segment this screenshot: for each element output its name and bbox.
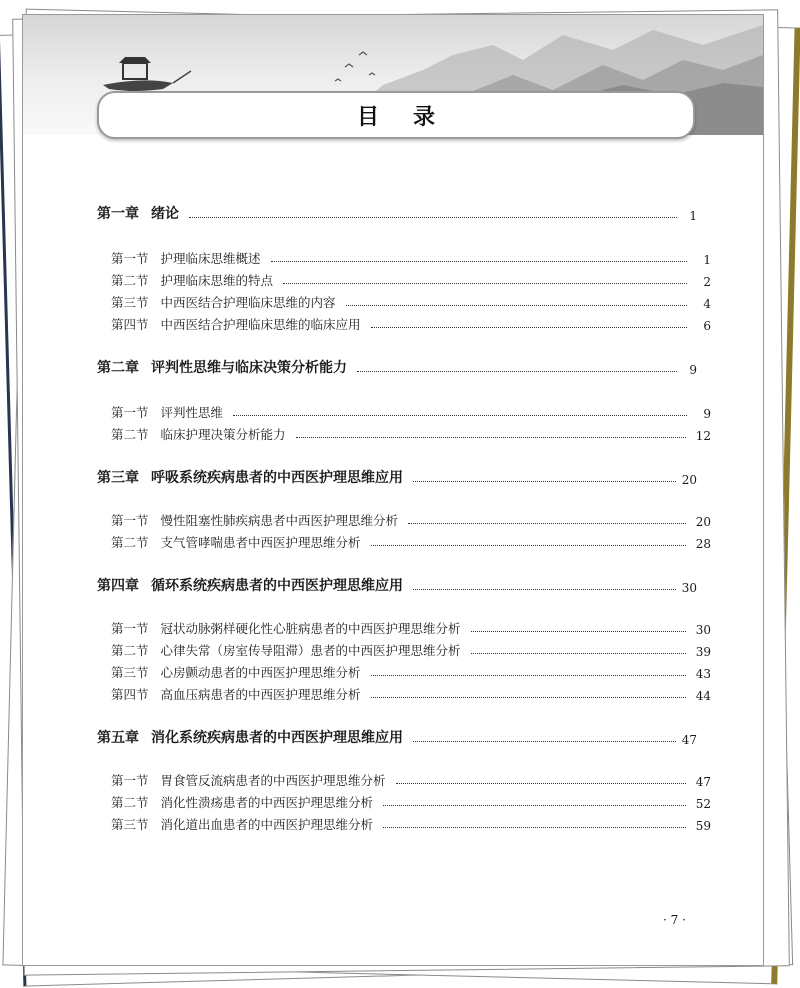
section-title: 护理临床思维的特点 (160, 273, 274, 288)
toc-section-row (97, 639, 711, 659)
section-title: 高血压病患者的中西医护理思维分析 (160, 687, 361, 702)
section-label: 第一节 (111, 773, 149, 788)
toc-chapter-row (97, 727, 697, 747)
leader-dots (271, 261, 687, 262)
section-label: 第二节 (111, 795, 149, 810)
section-title: 消化道出血患者的中西医护理思维分析 (160, 817, 374, 832)
leader-dots (396, 783, 686, 784)
section-title: 评判性思维 (160, 405, 224, 420)
toc-section-row (97, 791, 711, 811)
chapter-label: 第二章 (97, 360, 139, 376)
section-title: 慢性阻塞性肺疾病患者中西医护理思维分析 (160, 513, 399, 528)
toc-section-row (97, 683, 711, 703)
leader-dots (296, 437, 686, 438)
toc-page-number: 52 (695, 797, 711, 811)
chapter-label: 第四章 (97, 578, 139, 594)
section-label: 第二节 (111, 535, 149, 550)
toc-page (22, 14, 764, 966)
toc-page-number: 1 (703, 253, 711, 267)
toc-section-row (97, 291, 711, 311)
toc-section-row (97, 617, 711, 637)
leader-dots (346, 305, 687, 306)
toc-section-row (97, 269, 711, 289)
section-title: 心律失常（房室传导阻滞）患者的中西医护理思维分析 (160, 643, 461, 658)
section-label: 第一节 (111, 405, 149, 420)
toc-section-row (97, 313, 711, 333)
toc-chapter-row (97, 357, 697, 377)
toc-page-number: 20 (695, 515, 711, 529)
section-label: 第三节 (111, 817, 149, 832)
chapter-label: 第五章 (97, 730, 139, 746)
toc-section-row (97, 509, 711, 529)
toc-page-number: 2 (703, 275, 711, 289)
leader-dots (371, 545, 686, 546)
section-label: 第四节 (111, 317, 149, 332)
title-frame (97, 91, 695, 139)
toc-page-number: 28 (695, 537, 711, 551)
leader-dots (413, 589, 676, 590)
leader-dots (383, 805, 686, 806)
leader-dots (408, 523, 686, 524)
toc-page-number: 9 (689, 363, 697, 377)
chapter-label: 第三章 (97, 470, 139, 486)
section-label: 第二节 (111, 643, 149, 658)
leader-dots (233, 415, 687, 416)
section-title: 支气管哮喘患者中西医护理思维分析 (160, 535, 361, 550)
leader-dots (189, 217, 677, 218)
chapter-title: 呼吸系统疾病患者的中西医护理思维应用 (151, 470, 403, 486)
chapter-title: 绪论 (151, 206, 179, 222)
toc-page-number: 6 (703, 319, 711, 333)
toc-page-number: 9 (703, 407, 711, 421)
section-title: 消化性溃疡患者的中西医护理思维分析 (160, 795, 374, 810)
chapter-title: 循环系统疾病患者的中西医护理思维应用 (151, 578, 403, 594)
toc-page-number: 44 (695, 689, 711, 703)
toc-page-number: 47 (681, 733, 697, 747)
toc-page-number: 47 (695, 775, 711, 789)
page-number: · 7 · (663, 913, 686, 927)
leader-dots (413, 741, 676, 742)
toc-page-number: 12 (695, 429, 711, 443)
section-label: 第一节 (111, 513, 149, 528)
toc-page-number: 20 (681, 473, 697, 487)
section-title: 临床护理决策分析能力 (160, 427, 286, 442)
section-label: 第二节 (111, 273, 149, 288)
leader-dots (471, 653, 686, 654)
section-title: 护理临床思维概述 (160, 251, 261, 266)
toc-page-number: 59 (695, 819, 711, 833)
section-title: 冠状动脉粥样硬化性心脏病患者的中西医护理思维分析 (160, 621, 461, 636)
chapter-title: 评判性思维与临床决策分析能力 (151, 360, 347, 376)
toc-section-row (97, 423, 711, 443)
section-title: 心房颤动患者的中西医护理思维分析 (160, 665, 361, 680)
leader-dots (383, 827, 686, 828)
toc-page-number: 43 (695, 667, 711, 681)
section-label: 第二节 (111, 427, 149, 442)
leader-dots (357, 371, 677, 372)
leader-dots (413, 481, 676, 482)
toc-page-number: 1 (689, 209, 697, 223)
toc-chapter-row (97, 467, 697, 487)
toc-page-number: 30 (695, 623, 711, 637)
leader-dots (371, 327, 687, 328)
toc-section-row (97, 531, 711, 551)
toc-section-row (97, 247, 711, 267)
toc-page-number: 30 (681, 581, 697, 595)
toc-section-row (97, 401, 711, 421)
section-label: 第一节 (111, 251, 149, 266)
page-title: 目录 (356, 104, 469, 130)
toc-page-number: 4 (703, 297, 711, 311)
section-title: 中西医结合护理临床思维的内容 (160, 295, 336, 310)
leader-dots (471, 631, 686, 632)
toc-section-row (97, 769, 711, 789)
section-title: 胃食管反流病患者的中西医护理思维分析 (160, 773, 386, 788)
leader-dots (371, 697, 686, 698)
toc-section-row (97, 661, 711, 681)
section-label: 第一节 (111, 621, 149, 636)
ink-landscape-banner (23, 15, 763, 135)
section-label: 第四节 (111, 687, 149, 702)
section-label: 第三节 (111, 665, 149, 680)
toc-chapter-row (97, 203, 697, 223)
chapter-title: 消化系统疾病患者的中西医护理思维应用 (151, 730, 403, 746)
section-title: 中西医结合护理临床思维的临床应用 (160, 317, 361, 332)
section-label: 第三节 (111, 295, 149, 310)
leader-dots (283, 283, 687, 284)
chapter-label: 第一章 (97, 206, 139, 222)
leader-dots (371, 675, 686, 676)
toc-section-row (97, 813, 711, 833)
toc-chapter-row (97, 575, 697, 595)
toc-page-number: 39 (695, 645, 711, 659)
